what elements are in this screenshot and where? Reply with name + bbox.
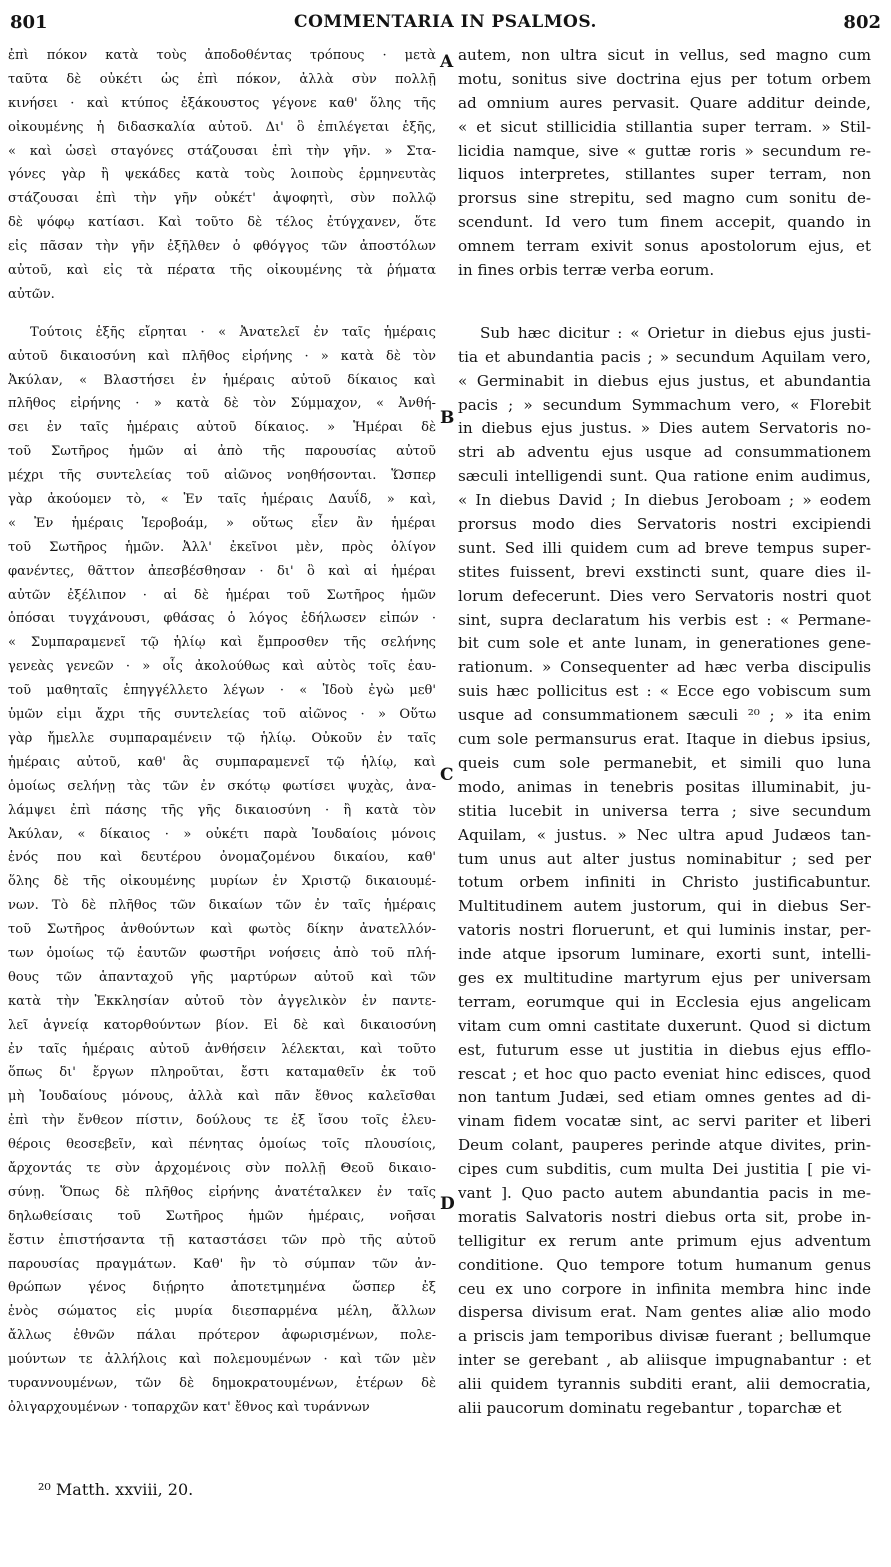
text-line: Sub hæc dicitur : « Orietur in diebus ejus justi-: [480, 323, 871, 342]
text-line: non tantum Judæi, sed etiam omnes gentes ad di-: [458, 1088, 871, 1107]
text-line: των ὁμοίως τῷ ἑαυτῶν φωστῆρι νοήσεις ἀπὸ τοῦ πλή-: [8, 945, 436, 961]
text-line: ἡμέραις αὐτοῦ, καθ' ἃς συμπαραμενεῖ τῷ ἡλίῳ, καὶ: [8, 754, 436, 770]
text-line: « Germinabit in diebus ejus justus, et abundantia: [458, 371, 871, 390]
text-line: ἐπὶ πόκον κατὰ τοὺς ἀποδοθέντας τρόπους · μετὰ: [8, 48, 436, 63]
text-line: moratis Salvatoris nostri diebus orta sit, probe in-: [458, 1207, 871, 1226]
text-line: omnem terram exivit sonus apostolorum ejus, et: [458, 237, 871, 256]
text-line: σει ἐν ταῖς ἡμέραις αὐτοῦ δίκαιος. » Ἡμέραι δὲ: [8, 420, 436, 436]
text-line: ὀλιγαρχουμένων · τοπαρχῶν κατ' ἔθνος καὶ τυράννων: [8, 1399, 370, 1415]
text-line: μὴ Ἰουδαίους μόνους, ἀλλὰ καὶ πᾶν ἔθνος καλεῖσθαι: [8, 1089, 436, 1105]
text-line: Τούτοις ἑξῆς εἴρηται · « Ἀνατελεῖ ἐν ταῖς ἡμέραις: [30, 324, 436, 340]
text-line: ὅλης δὲ τῆς οἰκουμένης μυρίων ἐν Χριστῷ δικαιουμέ-: [8, 874, 436, 890]
text-line: δὲ ψόφῳ κατίασι. Καὶ τοῦτο δὲ τέλος ἐτύγχανεν, ὅτε: [8, 215, 436, 231]
text-line: « Συμπαραμενεῖ τῷ ἡλίῳ καὶ ἔμπροσθεν τῆς σελήνης: [8, 635, 436, 651]
text-line: lorum defecerunt. Dies vero Servatoris nostri quot: [458, 586, 871, 605]
text-line: γόνες γὰρ ἢ ψεκάδες κατὰ τοὺς λοιποὺς ἑρμηνευτὰς: [8, 167, 436, 183]
text-line: vatoris nostri floruerunt, et qui luminis instar, per-: [458, 921, 871, 940]
text-line: stites fuissent, brevi exstincti sunt, quare dies il-: [458, 562, 871, 581]
text-line: suis hæc pollicitus est : « Ecce ego vobiscum sum: [458, 682, 871, 701]
text-line: « In diebus David ; In diebus Jeroboam ; » eodem: [458, 491, 871, 510]
text-line: τοῦ μαθηταῖς ἐπηγγέλλετο λέγων · « Ἰδοὺ ἐγὼ μεθ': [8, 683, 436, 699]
text-line: stitia lucebit in universa terra ; sive secundum: [458, 801, 871, 820]
text-line: tia et abundantia pacis ; » secundum Aquilam vero,: [458, 347, 871, 366]
text-line: sint, supra declaratum his verbis est : « Permane-: [458, 610, 871, 629]
text-line: Deum colant, pauperes perinde atque divites, prin-: [458, 1136, 871, 1155]
text-line: autem, non ultra sicut in vellus, sed magno cum: [458, 46, 871, 64]
text-line: prorsus modo dies Servatoris nostri excipiendi: [458, 515, 871, 534]
text-line: γενεὰς γενεῶν · » οἷς ἀκολούθως καὶ αὐτὸς τοῖς ἑαυ-: [8, 659, 436, 675]
text-line: queis cum sole permanebit, et simili quo luna: [458, 753, 871, 772]
text-line: ὑμῶν εἰμι ἄχρι τῆς συντελείας τοῦ αἰῶνος · » Οὕτω: [8, 707, 436, 723]
text-line: νων. Τὸ δὲ πλῆθος τῶν δικαίων τῶν ἐν ταῖς ἡμέραις: [8, 898, 436, 914]
text-line: αὐτοῦ δικαιοσύνη καὶ πλῆθος εἰρήνης · » κατὰ δὲ τὸν: [8, 348, 436, 364]
margin-marker-d: D: [440, 1194, 455, 1214]
right-page-number: 802: [843, 12, 881, 33]
margin-marker-b: B: [440, 408, 455, 428]
text-line: usque ad consummationem sæculi ²⁰ ; » ita enim: [458, 706, 871, 725]
text-line: ἐπὶ τὴν ἔνθεον πίστιν, δούλους τε ἐξ ἴσου τοῖς ἐλευ-: [8, 1113, 436, 1129]
text-line: rescat ; et hoc quo pacto eveniat hinc edisces, quod: [458, 1064, 871, 1083]
text-line: δηλωθείσαις τοῦ Σωτῆρος ἡμῶν ἡμέραις, νοῆσαι: [8, 1208, 436, 1224]
footnote: ²⁰ Matth. xxviii, 20.: [38, 1480, 194, 1499]
text-line: θρώπων γένος διῄρητο ἀποτετμημένα ὥσπερ ἐξ: [8, 1280, 436, 1296]
margin-marker-a: A: [440, 52, 454, 72]
text-line: « Ἐν ἡμέραις Ἱεροβοάμ, » οὕτως εἶεν ἂν ἡμέραι: [8, 515, 436, 531]
text-line: inter se gerebant , ab aliisque impugnabantur : et: [458, 1351, 871, 1370]
text-line: ἄλλως ἐθνῶν πάλαι πρότερον ἀφωρισμένων, πολε-: [8, 1328, 436, 1344]
text-line: αὐτοῦ, καὶ εἰς τὰ πέρατα τῆς οἰκουμένης τὰ ῥήματα: [8, 263, 436, 279]
text-line: liquos interpretes, stillantes super terram, non: [458, 165, 871, 184]
text-line: ἄρχοντάς τε σὺν ἀρχομένοις σὺν πολλῇ Θεοῦ δικαιο-: [8, 1160, 436, 1176]
text-line: φανέντες, θᾶττον ἀπεσβέσθησαν · δι' ὃ καὶ αἱ ἡμέραι: [8, 563, 436, 579]
text-line: in fines orbis terræ verba eorum.: [458, 261, 715, 280]
text-line: inde atque ipsorum luminare, exorti sunt, intelli-: [458, 945, 871, 964]
text-line: in diebus ejus justus. » Dies autem Servatoris no-: [458, 419, 871, 438]
text-line: θους τῶν ἁπανταχοῦ γῆς μαρτύρων αὐτοῦ καὶ τῶν: [8, 969, 436, 985]
text-line: ὁμοίως σελήνῃ τὰς τῶν ἐν σκότῳ φωτίσει ψυχὰς, ἀνα-: [8, 778, 436, 794]
text-line: τοῦ Σωτῆρος ἡμῶν. Ἀλλ' ἐκεῖνοι μὲν, πρὸς ὀλίγον: [8, 539, 436, 555]
text-line: στάζουσαι ἐπὶ τὴν γῆν οὐκέτ' ἀψοφητὶ, σὺν πολλῷ: [8, 191, 436, 207]
latin-paragraph: [458, 44, 871, 283]
text-line: telligitur ex rerum ante primum ejus adventum: [458, 1231, 871, 1250]
text-line: rationum. » Consequenter ad hæc verba discipulis: [458, 658, 871, 677]
text-line: γὰρ ἀκούομεν τὸ, « Ἐν ταῖς ἡμέραις Δαυΐδ, » καὶ,: [8, 492, 436, 508]
text-line: vitam cum omni castitate duxerunt. Quod si dictum: [458, 1016, 871, 1035]
latin-paragraph: [458, 322, 871, 1421]
text-line: ὅπως δι' ἔργων πληροῦται, ἔστι καταμαθεῖν ἐκ τοῦ: [8, 1065, 436, 1081]
text-line: οἰκουμένης ἡ διδασκαλία αὐτοῦ. Δι' ὃ ἐπιλέγεται ἑξῆς,: [8, 119, 436, 135]
text-line: « et sicut stillicidia stillantia super terram. » Stil-: [458, 117, 871, 136]
text-line: ἑνός που καὶ δευτέρου ὀνομαζομένου δικαίου, καθ': [8, 850, 436, 866]
text-line: σύνῃ. Ὅπως δὲ πλῆθος εἰρήνης ἀνατέταλκεν ἐν ταῖς: [8, 1184, 436, 1200]
greek-paragraph: [8, 44, 436, 307]
text-line: pacis ; » secundum Symmachum vero, « Florebit: [458, 395, 871, 414]
text-line: Ἀκύλαν, « Βλαστήσει ἐν ἡμέραις αὐτοῦ δίκαιος καὶ: [8, 372, 436, 388]
text-line: ὁπόσαι τυγχάνουσι, φθάσας ὁ λόγος ἐδήλωσεν εἰπών ·: [8, 611, 436, 627]
text-line: alii paucorum dominatu regebantur , toparchæ et: [458, 1398, 842, 1417]
text-line: μούντων τε ἀλλήλοις καὶ πολεμουμένων · καὶ τῶν μὲν: [8, 1352, 436, 1368]
text-line: αὐτῶν.: [8, 286, 55, 302]
latin-column: [458, 44, 871, 1421]
text-line: sunt. Sed illi quidem cum ad breve tempus super-: [458, 538, 871, 557]
text-line: licidia namque, sive « guttæ roris » secundum re-: [458, 141, 871, 160]
text-line: conditione. Quo tempore totum humanum genus: [458, 1255, 871, 1274]
text-line: κινήσει · καὶ κτύπος ἐξάκουστος γέγονε καθ' ὅλης τῆς: [8, 95, 436, 111]
greek-column: [8, 44, 436, 1420]
text-line: vinam fidem vocatæ sint, ac servi pariter et liberi: [458, 1112, 871, 1131]
text-line: modo, animas in tenebris positas illuminabit, ju-: [458, 777, 871, 796]
text-line: dispersa divisum erat. Nam gentes aliæ alio modo: [458, 1303, 871, 1322]
text-line: alii quidem tyrannis subditi erant, alii democratia,: [458, 1375, 871, 1394]
text-line: cum sole permansurus erat. Itaque in diebus ipsius,: [458, 730, 871, 749]
running-header: [10, 12, 881, 36]
text-line: τοῦ Σωτῆρος ἀνθούντων καὶ φωτὸς δίκην ἀνατελλόν-: [8, 922, 436, 938]
text-line: ceu ex uno corpore in infinita membra hinc inde: [458, 1279, 871, 1298]
text-line: εἰς πᾶσαν τὴν γῆν ἐξῆλθεν ὁ φθόγγος τῶν ἀποστόλων: [8, 239, 436, 255]
text-line: ges ex multitudine martyrum ejus per universam: [458, 968, 871, 987]
text-line: λάμψει ἐπὶ πάσης τῆς γῆς δικαιοσύνη · ἢ κατὰ τὸν: [8, 802, 436, 818]
greek-paragraph: [8, 321, 436, 1420]
text-line: prorsus sine strepitu, sed magno cum sonitu de-: [458, 189, 871, 208]
text-line: τοῦ Σωτῆρος ἡμῶν αἱ ἀπὸ τῆς παρουσίας αὐτοῦ: [8, 444, 436, 460]
text-line: θέροις θεοσεβεῖν, καὶ πένητας ὁμοίως τοῖς πλουσίοις,: [8, 1137, 436, 1153]
text-line: τυραννουμένων, τῶν δὲ δημοκρατουμένων, ἑτέρων δὲ: [8, 1375, 436, 1391]
running-title: COMMENTARIA IN PSALMOS.: [294, 12, 597, 32]
text-line: γὰρ ἤμελλε συμπαραμένειν τῷ ἡλίῳ. Οὐκοῦν ἐν ταῖς: [8, 730, 436, 746]
text-line: tum unus aut alter justus nominabitur ; sed per: [458, 849, 871, 868]
left-page-number: 801: [10, 12, 48, 33]
text-line: bit cum sole et ante lunam, in generationes gene-: [458, 634, 871, 653]
text-line: totum orbem infiniti in Christo justificabuntur.: [458, 873, 871, 892]
margin-marker-c: C: [440, 765, 454, 785]
text-line: est, futurum esse ut justitia in diebus ejus efflo-: [458, 1040, 871, 1059]
text-line: Multitudinem autem justorum, qui in diebus Ser-: [458, 897, 871, 916]
text-line: ad omnium aures pervasit. Quare additur deinde,: [458, 93, 871, 112]
text-line: ἔστιν ἐπιστήσαντα τῇ καταστάσει τῶν πρὸ τῆς αὐτοῦ: [8, 1232, 436, 1248]
text-line: stri ab adventu ejus usque ad consummationem: [458, 443, 871, 462]
text-line: κατὰ τὴν Ἐκκλησίαν αὐτοῦ τὸν ἀγγελικὸν ἐν παντε-: [8, 993, 436, 1009]
text-line: αὐτῶν ἐξέλιπον · αἱ δὲ ἡμέραι τοῦ Σωτῆρος ἡμῶν: [8, 587, 436, 603]
text-line: παρουσίας πραγμάτων. Καθ' ἣν τὸ σύμπαν τῶν ἀν-: [8, 1256, 436, 1272]
text-line: scendunt. Id vero tum finem accepit, quando in: [458, 213, 871, 232]
text-line: ἐν ταῖς ἡμέραις αὐτοῦ ἀνθήσειν λέλεκται, καὶ τοῦτο: [8, 1041, 436, 1057]
text-line: sæculi intelligendi sunt. Qua ratione enim audimus,: [458, 467, 871, 486]
text-line: vant ]. Quo pacto autem abundantia pacis in me-: [458, 1183, 871, 1202]
text-line: cipes cum subditis, cum multa Dei justitia [ pie vi-: [458, 1160, 871, 1179]
text-line: Ἀκύλαν, « δίκαιος · » οὐκέτι παρὰ Ἰουδαίοις μόνοις: [8, 826, 436, 842]
text-line: « καὶ ὡσεὶ σταγόνες στάζουσαι ἐπὶ τὴν γῆν. » Στα-: [8, 143, 436, 159]
text-line: terram, eorumque qui in Ecclesia ejus angelicam: [458, 992, 871, 1011]
text-line: ταῦτα δὲ οὐκέτι ὡς ἐπὶ πόκον, ἀλλὰ σὺν πολλῇ: [8, 71, 436, 87]
text-line: motu, sonitus sive doctrina ejus per totum orbem: [458, 69, 871, 88]
text-line: λεῖ ἁγνείᾳ κατορθούντων βίον. Εἰ δὲ καὶ δικαιοσύνη: [8, 1017, 436, 1033]
text-line: Aquilam, « justus. » Nec ultra apud Judæos tan-: [458, 825, 871, 844]
text-line: ἑνὸς σώματος εἰς μυρία διεσπαρμένα μέλη, ἄλλων: [8, 1304, 436, 1320]
text-line: πλῆθος εἰρήνης · » κατὰ δὲ τὸν Σύμμαχον, « Ἀνθή-: [8, 396, 436, 412]
text-line: a priscis jam temporibus divisæ fuerant ; bellumque: [458, 1327, 871, 1346]
text-line: μέχρι τῆς συντελείας τοῦ αἰῶνος νοηθήσονται. Ὥσπερ: [8, 468, 436, 484]
